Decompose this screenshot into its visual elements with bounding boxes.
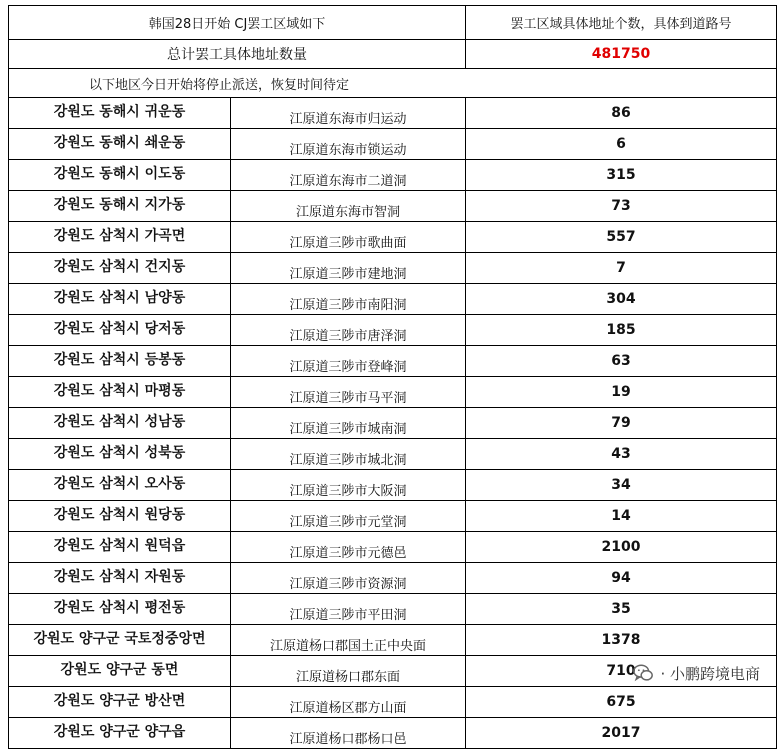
region-korean: 강원도 삼척시 오사동 xyxy=(9,470,231,501)
region-chinese: 江原道东海市智洞 xyxy=(231,191,466,222)
table-row xyxy=(9,687,777,718)
region-korean: 강원도 삼척시 남양동 xyxy=(9,284,231,315)
table-row xyxy=(9,191,777,222)
wechat-bubble-icon xyxy=(632,662,654,684)
table-row xyxy=(9,408,777,439)
region-chinese: 江原道三陟市建地洞 xyxy=(231,253,466,284)
address-count: 94 xyxy=(466,563,777,594)
total-label: 总计罢工具体地址数量 xyxy=(9,40,466,69)
table-row xyxy=(9,439,777,470)
total-value: 481750 xyxy=(466,40,777,69)
address-count: 6 xyxy=(466,129,777,160)
table-row xyxy=(9,563,777,594)
table-row xyxy=(9,625,777,656)
header-left-title: 韩国28日开始 CJ罢工区域如下 xyxy=(9,6,466,40)
region-korean: 강원도 양구군 국토정중앙면 xyxy=(9,625,231,656)
address-count: 2100 xyxy=(466,532,777,563)
region-chinese: 江原道三陟市歌曲面 xyxy=(231,222,466,253)
address-count: 86 xyxy=(466,98,777,129)
region-chinese: 江原道杨区郡方山面 xyxy=(231,687,466,718)
region-korean: 강원도 동해시 쇄운동 xyxy=(9,129,231,160)
region-korean: 강원도 양구군 동면 xyxy=(9,656,231,687)
address-count: 19 xyxy=(466,377,777,408)
region-korean: 강원도 양구군 양구읍 xyxy=(9,718,231,749)
region-chinese: 江原道三陟市唐泽洞 xyxy=(231,315,466,346)
table-row xyxy=(9,160,777,191)
region-chinese: 江原道三陟市平田洞 xyxy=(231,594,466,625)
region-korean: 강원도 삼척시 평전동 xyxy=(9,594,231,625)
table-row xyxy=(9,501,777,532)
table-row xyxy=(9,594,777,625)
table-row xyxy=(9,315,777,346)
total-row xyxy=(9,40,777,69)
watermark-text: · 小鹏跨境电商 xyxy=(660,664,760,683)
notice-text: 以下地区今日开始将停止派送，恢复时间待定 xyxy=(9,69,777,98)
region-korean: 강원도 삼척시 원덕읍 xyxy=(9,532,231,563)
region-chinese: 江原道杨口郡东面 xyxy=(231,656,466,687)
region-chinese: 江原道三陟市城北洞 xyxy=(231,439,466,470)
region-korean: 강원도 동해시 지가동 xyxy=(9,191,231,222)
address-count: 73 xyxy=(466,191,777,222)
table-row xyxy=(9,346,777,377)
region-chinese: 江原道三陟市元德邑 xyxy=(231,532,466,563)
address-count: 35 xyxy=(466,594,777,625)
region-chinese: 江原道三陟市城南洞 xyxy=(231,408,466,439)
table-row xyxy=(9,718,777,749)
address-count: 79 xyxy=(466,408,777,439)
region-korean: 강원도 삼척시 건지동 xyxy=(9,253,231,284)
address-count: 43 xyxy=(466,439,777,470)
address-count: 675 xyxy=(466,687,777,718)
region-chinese: 江原道三陟市马平洞 xyxy=(231,377,466,408)
region-chinese: 江原道三陟市大阪洞 xyxy=(231,470,466,501)
region-korean: 강원도 삼척시 마평동 xyxy=(9,377,231,408)
address-count: 557 xyxy=(466,222,777,253)
region-chinese: 江原道东海市归运动 xyxy=(231,98,466,129)
table-row xyxy=(9,98,777,129)
region-korean: 강원도 양구군 방산면 xyxy=(9,687,231,718)
region-korean: 강원도 동해시 귀운동 xyxy=(9,98,231,129)
table-row xyxy=(9,377,777,408)
region-chinese: 江原道三陟市资源洞 xyxy=(231,563,466,594)
region-korean: 강원도 삼척시 등봉동 xyxy=(9,346,231,377)
strike-address-table xyxy=(8,5,777,749)
region-korean: 강원도 삼척시 원당동 xyxy=(9,501,231,532)
table-row xyxy=(9,253,777,284)
region-korean: 강원도 삼척시 성북동 xyxy=(9,439,231,470)
region-chinese: 江原道三陟市登峰洞 xyxy=(231,346,466,377)
address-count: 315 xyxy=(466,160,777,191)
table-row xyxy=(9,532,777,563)
table-row xyxy=(9,222,777,253)
table-row xyxy=(9,470,777,501)
header-row xyxy=(9,6,777,40)
region-chinese: 江原道杨口郡国土正中央面 xyxy=(231,625,466,656)
region-chinese: 江原道三陟市南阳洞 xyxy=(231,284,466,315)
region-chinese: 江原道东海市二道洞 xyxy=(231,160,466,191)
table-row xyxy=(9,284,777,315)
notice-row xyxy=(9,69,777,98)
region-korean: 강원도 삼척시 성남동 xyxy=(9,408,231,439)
header-right-title: 罢工区域具体地址个数，具体到道路号 xyxy=(466,6,777,40)
watermark xyxy=(632,662,760,684)
address-count: 1378 xyxy=(466,625,777,656)
address-count: 14 xyxy=(466,501,777,532)
region-chinese: 江原道三陟市元堂洞 xyxy=(231,501,466,532)
address-count: 7 xyxy=(466,253,777,284)
region-korean: 강원도 삼척시 당저동 xyxy=(9,315,231,346)
address-count: 34 xyxy=(466,470,777,501)
address-count: 63 xyxy=(466,346,777,377)
address-count: 185 xyxy=(466,315,777,346)
region-chinese: 江原道杨口郡杨口邑 xyxy=(231,718,466,749)
region-korean: 강원도 동해시 이도동 xyxy=(9,160,231,191)
address-count: 2017 xyxy=(466,718,777,749)
region-korean: 강원도 삼척시 자원동 xyxy=(9,563,231,594)
region-korean: 강원도 삼척시 가곡면 xyxy=(9,222,231,253)
address-count: 710 xyxy=(466,656,777,687)
region-chinese: 江原道东海市锁运动 xyxy=(231,129,466,160)
table-row xyxy=(9,129,777,160)
address-count: 304 xyxy=(466,284,777,315)
